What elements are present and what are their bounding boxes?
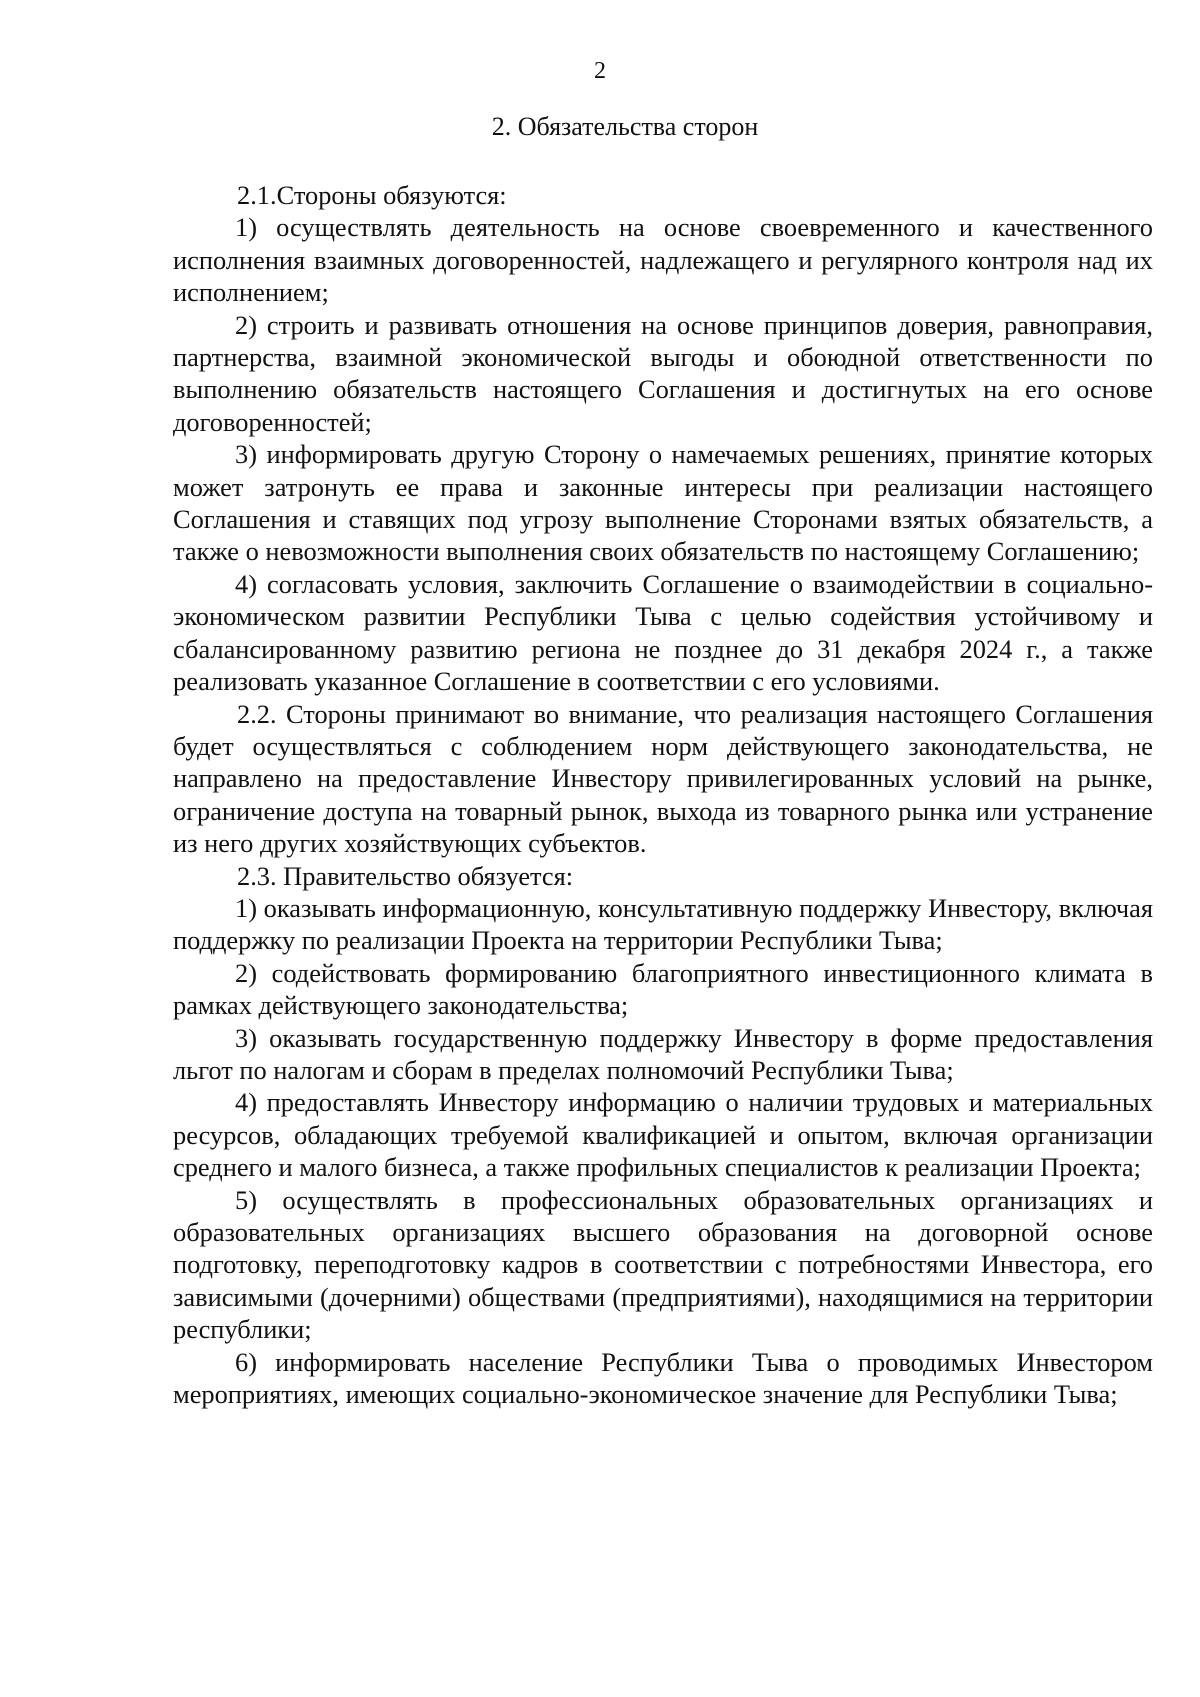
clause-2-1: 2.1.Стороны обязуются: <box>237 180 507 210</box>
clause-2-3-item-2: 2) содействовать формированию благоприятного инвестиционного климата в рамках действующего законодательства; <box>173 957 1153 1021</box>
clause-2-3: 2.3. Правительство обязуется: <box>237 860 574 891</box>
document-body <box>173 179 1153 1410</box>
clause-2-1-item-4: 4) согласовать условия, заключить Соглашение о взаимодействии в социально-экономическом развитии Республики Тыва с целью содействия устойчивому и сбалансированному развитию региона не позднее до 31 декабря 2024 г., а также реализовать указанное Соглашение в соответствии с его условиями. <box>173 568 1153 697</box>
clause-2-3-item-4: 4) предоставлять Инвестору информацию о наличии трудовых и материальных ресурсов, обладающих требуемой квалификацией и опытом, включая организации среднего и малого бизнеса, а также профильных специалистов к реализации Проекта; <box>173 1087 1153 1183</box>
clause-2-3-item-6: 6) информировать население Республики Тыва о проводимых Инвестором мероприятиях, имеющих социально-экономическое значение для Республики Тыва; <box>173 1346 1153 1410</box>
section-title: 2. Обязательства сторон <box>491 112 759 141</box>
clause-2-3-item-3: 3) оказывать государственную поддержку Инвестору в форме предоставления льгот по налогам и сборам в пределах полномочий Республики Тыва; <box>173 1022 1153 1085</box>
clause-2-3-item-5: 5) осуществлять в профессиональных образовательных организациях и образовательных организациях высшего образования на договорной основе подготовку, переподготовку кадров в соответствии с потребностями Инвестора, его зависимыми (дочерними) обществами (предприятиями), находящимися на территории республики; <box>173 1184 1153 1345</box>
page-number: 2 <box>594 58 606 84</box>
clause-2-1-item-2: 2) строить и развивать отношения на основе принципов доверия, равноправия, партнерства, взаимной экономической выгоды и обоюдной ответственности по выполнению обязательств настоящего Соглашения и достигнутых на его основе договоренностей; <box>173 309 1153 437</box>
clause-2-2: 2.2. Стороны принимают во внимание, что реализация настоящего Соглашения будет осуществляться с соблюдением норм действующего законодательства, не направлено на предоставление Инвестору привилегированных условий на рынке, ограничение доступа на товарный рынок, выхода из товарного рынка или устранение из него других хозяйствующих субъектов. <box>173 698 1153 859</box>
clause-2-3-item-1: 1) оказывать информационную, консультативную поддержку Инвестору, включая поддержку по реализации Проекта на территории Республики Тыва; <box>173 892 1153 956</box>
clause-2-1-item-3: 3) информировать другую Сторону о намечаемых решениях, принятие которых может затронуть ее права и законные интересы при реализации настоящего Соглашения и ставящих под угрозу выполнение Сторонами взятых обязательств, а также о невозможности выполнения своих обязательств по настоящему Соглашению; <box>173 439 1153 567</box>
clause-2-1-item-1: 1) осуществлять деятельность на основе своевременного и качественного исполнения взаимных договоренностей, надлежащего и регулярного контроля над их исполнением; <box>173 212 1153 308</box>
